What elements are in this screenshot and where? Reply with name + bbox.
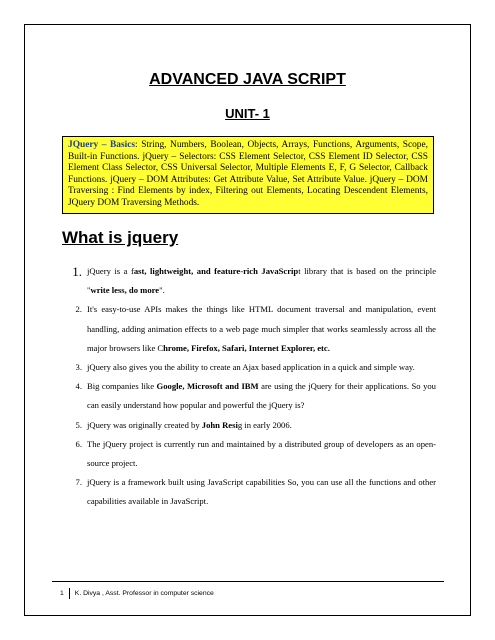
- footer-author: K. Divya , Asst. Professor in computer science: [74, 590, 214, 597]
- list-item: [62, 435, 436, 473]
- list-item-number: 1.: [72, 264, 82, 279]
- section-heading: What is jquery: [62, 228, 179, 247]
- page-number: 1: [60, 588, 70, 599]
- list-item-number: 3.: [75, 362, 82, 373]
- list-item-text: jQuery is a f: [87, 266, 134, 276]
- list-item-number: 2.: [75, 304, 82, 315]
- list-item-text: It's easy-to-use APIs makes the things like HTML document traversal and manipulation, event handling, adding animation effects to a web page much simpler that works seamlessly across all the major browsers like C: [87, 304, 436, 353]
- list-item: [62, 300, 436, 358]
- list-item-text: jQuery is a framework built using JavaScript capabilities So, you can use all the functions and other capabilities available in JavaScript.: [87, 477, 436, 507]
- list-item: [62, 262, 436, 300]
- list-item: [62, 473, 436, 511]
- list-item-text: Big companies like: [87, 381, 157, 392]
- list-item-emphasis: hrome, Firefox, Safari, Internet Explorer, etc.: [163, 342, 330, 353]
- list-item: [62, 358, 436, 377]
- list-item-text: jQuery was originally created by: [87, 419, 202, 430]
- syllabus-lead: JQuery – Basics: [68, 140, 136, 150]
- syllabus-box: [62, 136, 434, 214]
- syllabus-text: : String, Numbers, Boolean, Objects, Arrays, Functions, Arguments, Scope, Built-in Functions. jQuery – Selectors: CSS Element Selector, CSS Element ID Selector, CSS Element Class Selector, CSS Universal Selector, Multiple Elements E, F, G Selector, Callback Functions. jQuery – DOM Attributes: Get Attribute Value, Set Attribute Value. jQuery – DOM Traversing : Find Elements by index, Filtering out Elements, Locating Descendent Elements, JQuery DOM Traversing Methods.: [68, 140, 428, 208]
- document-title: ADVANCED JAVA SCRIPT: [149, 71, 346, 88]
- list-item: [62, 416, 436, 435]
- list-item-number: 4.: [75, 381, 82, 392]
- list-item-emphasis: write less, do more: [90, 285, 160, 296]
- footer-rule: [52, 581, 444, 582]
- list-item-text: ".: [159, 285, 165, 296]
- list-item-emphasis: Google, Microsoft and IBM: [156, 381, 259, 392]
- list-item-number: 5.: [75, 419, 82, 430]
- list-item-number: 6.: [75, 438, 82, 449]
- list-item-emphasis: ast, lightweight, and feature-rich JavaScrip: [133, 266, 299, 276]
- list-item-number: 7.: [75, 477, 82, 488]
- list-item-text: jQuery also gives you the ability to create an Ajax based application in a quick and simple way.: [87, 362, 415, 373]
- points-list: [62, 262, 436, 512]
- footer: [60, 588, 214, 599]
- list-item: [62, 377, 436, 415]
- list-item-text: The jQuery project is currently run and maintained by a distributed group of developers as an open-source project.: [87, 438, 436, 469]
- list-item-text: are using the jQuery for their applications. So you can easily understand how popular and powerful the jQuery is?: [87, 381, 436, 411]
- list-item-emphasis: John Resi: [201, 419, 238, 430]
- list-item-text: t library that is based on the principle ": [87, 266, 437, 296]
- unit-heading: UNIT- 1: [225, 106, 270, 121]
- list-item-text: g in early 2006.: [237, 419, 292, 430]
